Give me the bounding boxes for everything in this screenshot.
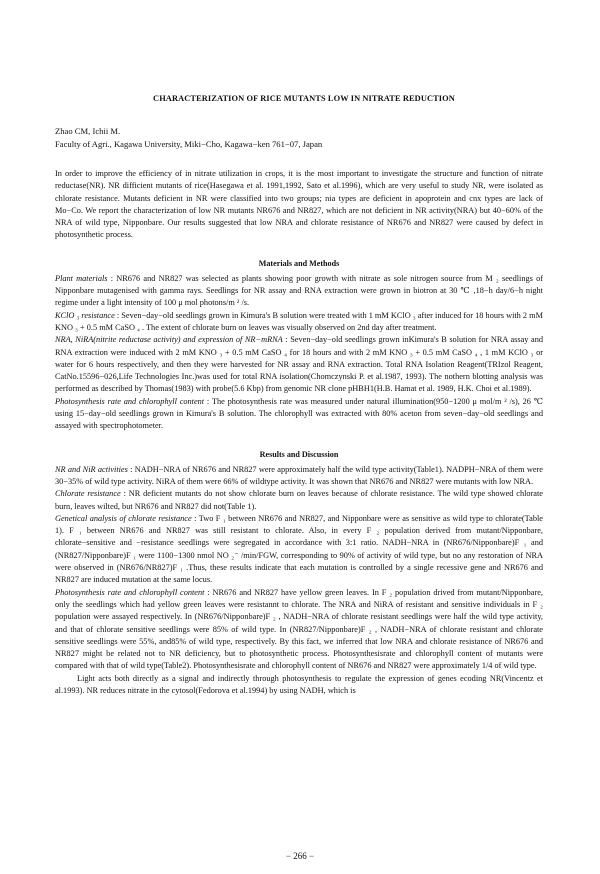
paragraph-text: Seven−day−old seedlings grown in Kimura's B solution were treated with 1 mM KClO ₃ after induced for 18 hours with 2 mM KNO ₃ + 0.5 mM CaSO ₄ . The extent of chlorate burn on leaves was visually observed on 2nd day after treatment. bbox=[55, 310, 543, 332]
paragraph-text: NR676 and NR827 was selected as plants showing poor growth with nitrate as sole nitrogen source from M ₂ seedlings of Nipponbare mutagenised with gamma rays. Seedlings for NR assay and RNA extraction were grown in biotron at 30 ℃ ,18−h day/6−h night regime under a light intensity of 100 μ mol photons/m ² /s. bbox=[55, 273, 543, 308]
methods-paragraph bbox=[55, 310, 543, 335]
lead-separator: : bbox=[204, 396, 212, 406]
lead-separator: : bbox=[120, 489, 129, 499]
paragraph-lead: NR and NiR activities bbox=[55, 464, 128, 474]
page-number: − 266 − bbox=[285, 851, 315, 861]
methods-section bbox=[55, 258, 543, 433]
paragraph-text: Light acts both directly as a signal and indirectly through photosynthesis to regulate the expression of genes ecoding NR(Vincentz et al.1993). NR reduces nitrate in the cytosol(Fedorova et al.1994) by using NADH, which is bbox=[55, 673, 543, 695]
methods-paragraph bbox=[55, 396, 543, 433]
paragraph-lead: NRA, NiRA(nitrite reductase activity) and expression of NR−mRNA bbox=[55, 335, 283, 345]
results-section bbox=[55, 449, 543, 698]
results-paragraph bbox=[55, 464, 543, 489]
lead-separator: : bbox=[204, 587, 213, 597]
lead-separator: : bbox=[282, 335, 291, 345]
paragraph-text: NR676 and NR827 have yellow green leaves. In F ₂ population drived from mutant/Nipponbare, only the seedlings which had yellow green leaves were resistannt to chlorate. The NRA and NiRA of resistant and sensitive individuals in F ₂ population were assayed respectively. In (NR676/Nipponbare)F ₂ , NADH−NRA of chlorate resistant seedlings were half the wild type activity, and that of chlorate sensitive seedlings were 85% of wild type. In (NR827/Nipponbare)F ₂ , NADH−NRA of chlorate resistant and chlorate sensitive seedlings were 55%, and85% of wild type, respectively. By this fact, we inferred that low NRA and chlorate resistance of NR676 and NR827 might be related not to NR deficiency, but to photosynthetic process. Photosynthesisrate and chlorophyll content of mutants were compared with that of wild type(Table2). Photosynthesisrate and chlorophyll content of NR676 and NR827 were approximately 1/4 of wild type. bbox=[55, 587, 543, 671]
paragraph-text: NR deficient mutants do not show chlorate burn on leaves because of chlorate resistance. The wild type showed chlorate burn, leaves wilted, but NR676 and NR827 did not(Table 1). bbox=[55, 489, 543, 511]
section-heading-results: Results and Discussion bbox=[259, 449, 339, 459]
lead-separator: : bbox=[107, 273, 117, 283]
lead-separator: : bbox=[114, 310, 122, 320]
affiliation-line: Faculty of Agri., Kagawa University, Miki−Cho, Kagawa−ken 761−07, Japan bbox=[55, 139, 323, 149]
paragraph-lead: Plant materials bbox=[55, 273, 108, 283]
abstract-paragraph: In order to improve the efficiency of in nitrate utilization in crops, it is the most important to investigate the structure and function of nitrate reductase(NR). NR difficient mutants of rice(Hasegawa et al. 1991,1992, Sato et al.1996), which are very useful to study NR, were isolated as chlorate resistance. Mutants deficient in NR were classified into two groups; nia types are deficient in apoprotein and cnx types are lack of Mo−Co. We report the characterization of low NR mutants NR676 and NR827, which are not deficient in NR activity(NRA) but 40−60% of the NRA of wild type, Nipponbare. Our results suggested that low NRA and chlorate resistance of NR676 and NR827 were caused by defect in photosynthetic process. bbox=[55, 169, 543, 240]
paragraph-text: Two F ₁ between NR676 and NR827, and Nipponbare were as sensitive as wild type to chlorate(Table 1). F ₁ between NR676 and NR827 was still resistant to chlorate. Also, in every F ₂ population derived from mutant/Nipponbare, chlorate−sensitive and −resistance seedlings were segregated in accordance with 3:1 ratio. NADH−NRA in (NR676/Nipponbare)F ₁ and (NR827/Nipponbare)F ₁ were 1100−1300 nmol NO ₂⁻ /min/FGW, corresponding to 90% of activity of wild type, but no any restoration of NRA were observed in (NR676/NR827)F ₁ .Thus, these results indicate that each mutation is controlled by a single recessive gene and NR676 and NR827 are induced mutation at the same locus. bbox=[55, 513, 543, 585]
results-paragraph bbox=[55, 488, 543, 513]
results-paragraph bbox=[55, 587, 543, 673]
paragraph-lead: Genetical analysis of chlorate resistance bbox=[55, 513, 192, 523]
paper-title: CHARACTERIZATION OF RICE MUTANTS LOW IN NITRATE REDUCTION bbox=[153, 94, 455, 103]
lead-separator: : bbox=[127, 464, 135, 474]
section-heading-methods: Materials and Methods bbox=[258, 258, 340, 268]
paragraph-lead: Chlorate resistance bbox=[55, 489, 121, 499]
author-line: Zhao CM, Ichii M. bbox=[55, 126, 121, 136]
results-paragraph bbox=[55, 673, 543, 698]
lead-separator: : bbox=[191, 513, 199, 523]
results-paragraph bbox=[55, 513, 543, 587]
paragraph-text: NADH−NRA of NR676 and NR827 were approximately half the wild type activity(Table1). NADPH−NRA of them were 30−35% of wild type activity. NiRA of them were 66% of wildtype activity. It was shown that NR676 and NR827 were mutants with low NRA. bbox=[55, 464, 543, 486]
methods-paragraph bbox=[55, 334, 543, 395]
paragraph-text: Seven−day−old seedlings grown inKimura's B solution for NRA assay and RNA extraction were induced with 2 mM KNO ₃ + 0.5 mM CaSO ₄ for 18 hours and with 2 mM KNO ₃ + 0.5 mM CaSO ₄ , 1 mM KClO ₃ or water for 6 hours respectively, and then they were harvested for NR assay and RNA extraction. Total RNA Isolation Reagent(TRIzol Reagent, CatNo.15596−026,Life Technologies Inc.)was used for total RNA isolation(Chomczynski P. et al.1987, 1993). The nothern blotting analysis was performed as described by Thomas(1983) with probe(5.6 Kbp) from genomic NR clone pHBH1(H.B. Hamat et al. 1989, H.K. Choi et al.1989). bbox=[55, 335, 543, 394]
paragraph-lead: KClO ₃ resistance bbox=[55, 310, 115, 320]
paragraph-text: The photosynthesis rate was measured under natural illumination(950−1200 μ mol/m ² /s), 26 ℃ using 15−day−old seedlings grown in Kimura's B solution. The chlorophyll was extracted with 80% aceton from seven−day−old seedlings and assayed with spectrophotometer. bbox=[55, 396, 544, 431]
paragraph-lead: Photosynthesis rate and chlorophyll content bbox=[55, 587, 205, 597]
methods-paragraph bbox=[55, 273, 543, 310]
paragraph-lead: Photosynthesis rate and chlorophyll content bbox=[55, 396, 205, 406]
